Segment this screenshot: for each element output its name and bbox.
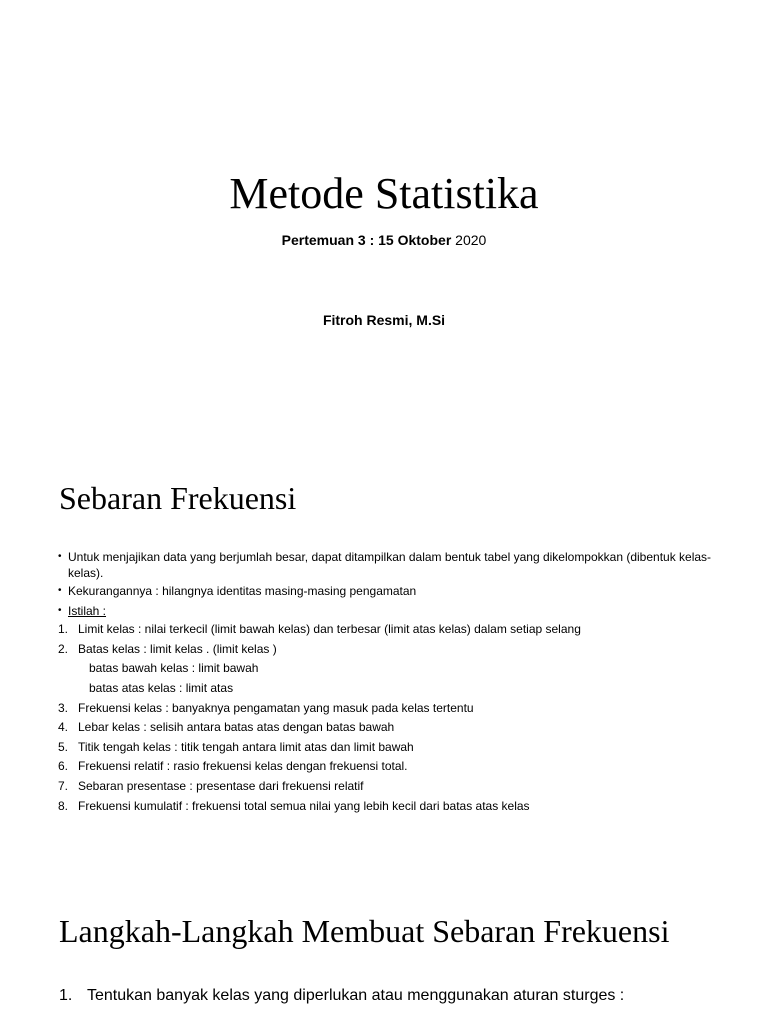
title-slide bbox=[0, 0, 768, 430]
list-text: Frekuensi kumulatif : frekuensi total semua nilai yang lebih kecil dari batas atas kelas bbox=[78, 798, 530, 813]
bullet-text: Untuk menjajikan data yang berjumlah besar, dapat ditampilkan dalam bentuk tabel yang dikelompokkan (dibentuk kelas-kelas). bbox=[68, 550, 712, 580]
section-body bbox=[58, 547, 728, 816]
list-item bbox=[58, 640, 728, 660]
meeting-info bbox=[0, 230, 768, 250]
bullet-text: Kekurangannya : hilangnya identitas masing-masing pengamatan bbox=[68, 584, 417, 598]
list-text: batas atas kelas : limit atas bbox=[89, 680, 234, 695]
list-item bbox=[58, 797, 728, 817]
section-heading-langkah-langkah: Langkah-Langkah Membuat Sebaran Frekuensi bbox=[59, 913, 670, 949]
list-text: Lebar kelas : selisih antara batas atas dengan batas bawah bbox=[78, 720, 395, 735]
section-heading-sebaran-frekuensi: Sebaran Frekuensi bbox=[59, 480, 297, 516]
list-subitem bbox=[58, 679, 728, 699]
bullet-icon: • bbox=[58, 551, 62, 562]
list-item bbox=[58, 777, 728, 797]
bullet-item bbox=[58, 601, 728, 621]
list-text: Frekuensi relatif : rasio frekuensi kelas dengan frekuensi total. bbox=[78, 759, 408, 774]
step-item bbox=[59, 985, 624, 1007]
list-number: 3. bbox=[58, 700, 69, 715]
list-number: 1. bbox=[58, 622, 69, 637]
list-text: Titik tengah kelas : titik tengah antara limit atas dan limit bawah bbox=[78, 739, 414, 754]
list-item bbox=[58, 718, 728, 738]
list-text: Frekuensi kelas : banyaknya pengamatan yang masuk pada kelas tertentu bbox=[78, 700, 474, 715]
list-item bbox=[58, 699, 728, 719]
list-text: Batas kelas : limit kelas . (limit kelas ) bbox=[78, 641, 277, 656]
bullet-text: Istilah : bbox=[68, 603, 107, 618]
list-number: 7. bbox=[58, 778, 69, 793]
list-item bbox=[58, 620, 728, 640]
list-number: 6. bbox=[58, 759, 69, 774]
list-text: Limit kelas : nilai terkecil (limit bawah kelas) dan terbesar (limit atas kelas) dalam setiap selang bbox=[78, 622, 581, 637]
author-name: Fitroh Resmi, M.Si bbox=[322, 312, 446, 328]
list-number: 2. bbox=[58, 641, 69, 656]
bullet-item bbox=[58, 547, 728, 581]
list-number: 8. bbox=[58, 798, 69, 813]
bullet-icon: • bbox=[58, 604, 62, 616]
step-number: 1. bbox=[59, 987, 73, 1004]
meeting-year: 2020 bbox=[455, 232, 487, 248]
page-title: Metode Statistika bbox=[229, 169, 539, 218]
list-subitem bbox=[58, 659, 728, 679]
list-number: 4. bbox=[58, 720, 69, 735]
list-text: Sebaran presentase : presentase dari frekuensi relatif bbox=[78, 778, 364, 793]
bullet-icon: • bbox=[58, 585, 62, 596]
list-number: 5. bbox=[58, 739, 69, 754]
list-text: batas bawah kelas : limit bawah bbox=[89, 661, 259, 676]
step-text: Tentukan banyak kelas yang diperlukan atau menggunakan aturan sturges : bbox=[87, 987, 625, 1004]
list-item bbox=[58, 757, 728, 777]
bullet-item bbox=[58, 581, 728, 601]
list-item bbox=[58, 738, 728, 758]
meeting-date: Pertemuan 3 : 15 Oktober bbox=[281, 232, 452, 248]
